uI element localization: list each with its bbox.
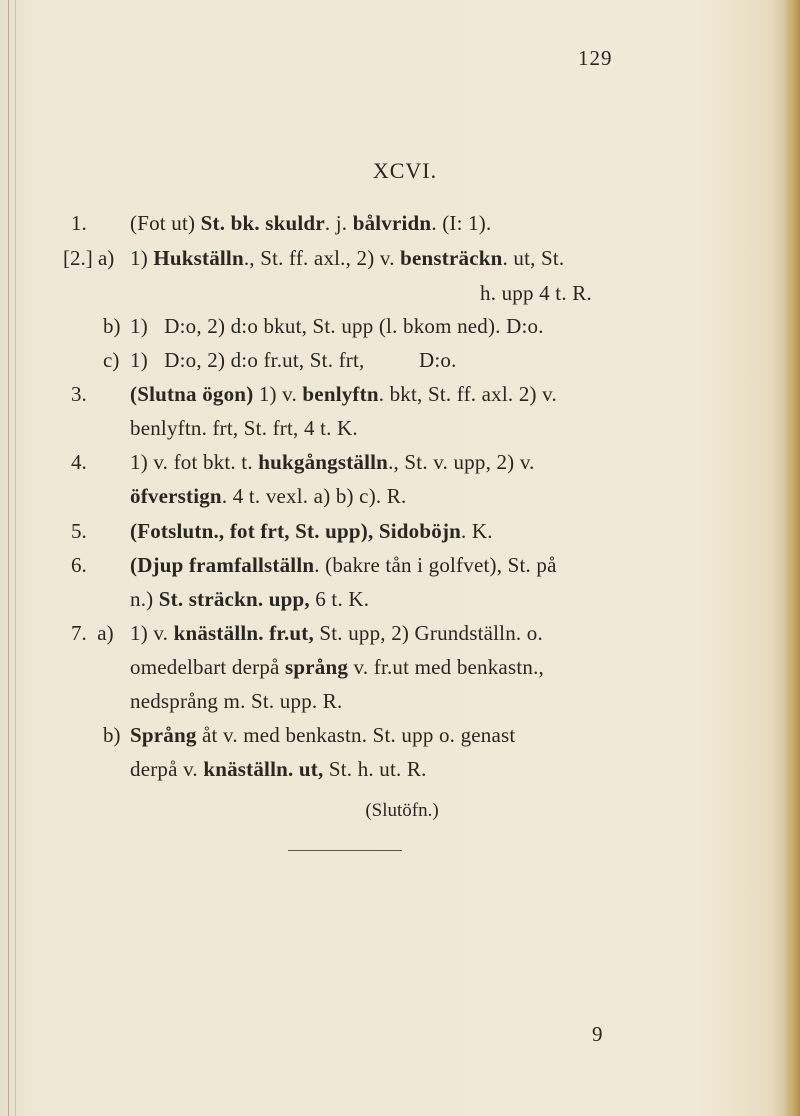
text-line: 1) Hukställn., St. ff. axl., 2) v. bensträckn. ut, St. bbox=[130, 246, 565, 270]
item-number: b) bbox=[103, 314, 121, 338]
text-line: h. upp 4 t. R. bbox=[480, 281, 592, 305]
text-line: 1) v. fot bkt. t. hukgångställn., St. v. upp, 2) v. bbox=[130, 450, 535, 474]
item-number: 1. bbox=[71, 211, 87, 235]
item-number: c) bbox=[103, 348, 120, 372]
section-heading: XCVI. bbox=[372, 158, 438, 183]
text-line: Språng åt v. med benkastn. St. upp o. genast bbox=[130, 723, 516, 747]
text-line: omedelbart derpå språng v. fr.ut med benkastn., bbox=[130, 655, 544, 679]
item-number: b) bbox=[103, 723, 121, 747]
text-line: derpå v. knäställn. ut, St. h. ut. R. bbox=[130, 757, 427, 781]
text-line: 1) v. knäställn. fr.ut, St. upp, 2) Grundställn. o. bbox=[130, 621, 543, 645]
text-line: öfverstign. 4 t. vexl. a) b) c). R. bbox=[130, 484, 407, 508]
text-line: benlyftn. frt, St. frt, 4 t. K. bbox=[130, 416, 358, 440]
divider-rule bbox=[288, 850, 402, 851]
page-number: 129 bbox=[578, 46, 613, 70]
text-line: (Fotslutn., fot frt, St. upp), Sidoböjn. K. bbox=[130, 519, 493, 543]
item-number: 5. bbox=[71, 519, 87, 543]
closing-note: (Slutöfn.) bbox=[365, 800, 439, 821]
text-line: n.) St. sträckn. upp, 6 t. K. bbox=[130, 587, 370, 611]
text-line: (Fot ut) St. bk. skuldr. j. bålvridn. (I: 1). bbox=[130, 211, 492, 235]
signature-mark: 9 bbox=[592, 1022, 603, 1046]
text-line: 1) D:o, 2) d:o bkut, St. upp (l. bkom ned). D:o. bbox=[130, 314, 544, 338]
text-line: 1) D:o, 2) d:o fr.ut, St. frt, D:o. bbox=[130, 348, 457, 372]
item-number: 4. bbox=[71, 450, 87, 474]
text-line: nedsprång m. St. upp. R. bbox=[130, 689, 343, 713]
text-line: (Slutna ögon) 1) v. benlyftn. bkt, St. ff. axl. 2) v. bbox=[130, 382, 557, 406]
item-number: 6. bbox=[71, 553, 87, 577]
item-number: [2.] a) bbox=[63, 246, 115, 270]
item-number: 7. a) bbox=[71, 621, 114, 645]
text-line: (Djup framfallställn. (bakre tån i golfvet), St. på bbox=[130, 553, 557, 577]
item-number: 3. bbox=[71, 382, 87, 406]
